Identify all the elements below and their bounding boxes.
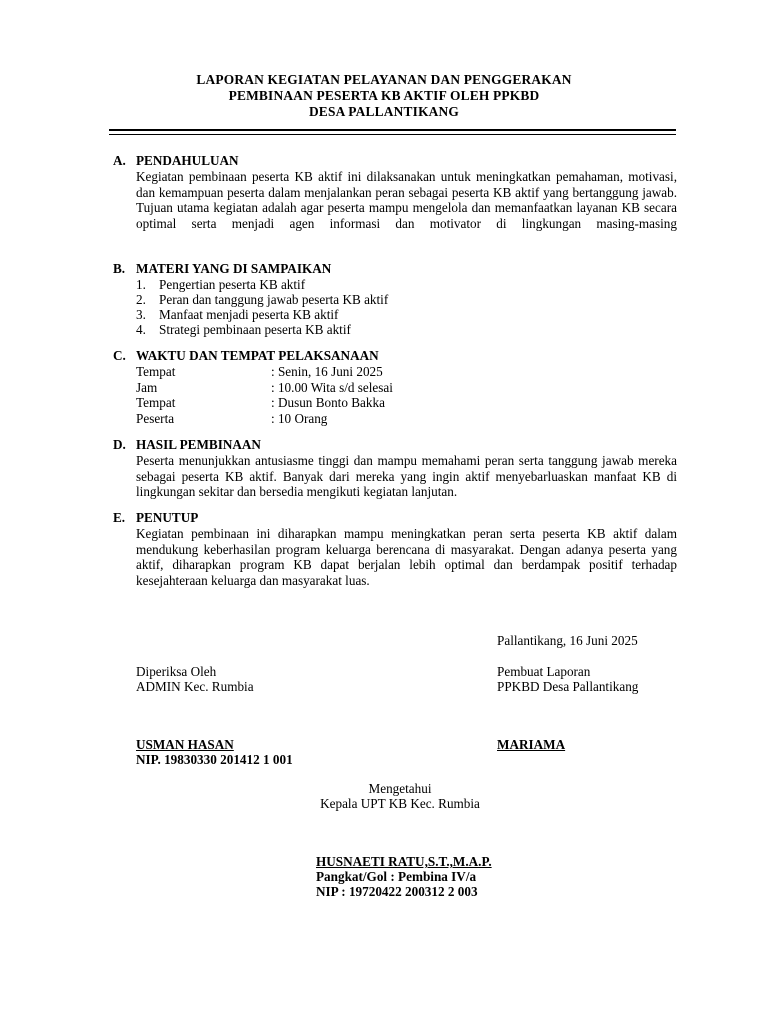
list-item: 3. Manfaat menjadi peserta KB aktif (136, 307, 339, 322)
info-row: Peserta : 10 Orang (136, 411, 328, 427)
left-signer-nip: NIP. 19830330 201412 1 001 (136, 752, 293, 767)
section-a-letter: A. (113, 153, 126, 168)
list-item: 1. Pengertian peserta KB aktif (136, 277, 306, 292)
section-e-title: PENUTUP (136, 510, 199, 525)
center-signer-nip: NIP : 19720422 200312 2 003 (316, 884, 478, 899)
left-signer-role: Diperiksa Oleh (136, 664, 217, 679)
info-row: Tempat : Dusun Bonto Bakka (136, 395, 385, 411)
right-signer-role: Pembuat Laporan (497, 664, 591, 679)
center-signer-role: Mengetahui (368, 781, 432, 796)
center-signer-office: Kepala UPT KB Kec. Rumbia (320, 796, 480, 811)
report-title-line-1: LAPORAN KEGIATAN PELAYANAN DAN PENGGERAKAN (196, 72, 572, 87)
section-b-letter: B. (113, 261, 126, 276)
report-title-line-3: DESA PALLANTIKANG (308, 104, 460, 119)
info-row: Tempat : Senin, 16 Juni 2025 (136, 364, 383, 379)
place-date: Pallantikang, 16 Juni 2025 (497, 633, 638, 648)
header-rule-thin (109, 134, 676, 135)
center-signer-rank: Pangkat/Gol : Pembina IV/a (316, 869, 477, 884)
section-e-body: Kegiatan pembinaan ini diharapkan mampu meningkatkan peran serta peserta KB aktif dalam mendukung keberhasilan program keluarga berencana di masyarakat. Dengan adanya peserta yang aktif, diharapkan program KB dapat berjalan lebih optimal dan berdampak positif terhadap kesejahteraan keluarga dan masyarakat luas. (136, 526, 677, 588)
section-a-title: PENDAHULUAN (136, 153, 239, 168)
section-a-body: Kegiatan pembinaan peserta KB aktif ini dilaksanakan untuk meningkatkan pemahaman, motivasi, dan kemampuan peserta dalam menjalankan peran sebagai peserta KB aktif yang bertanggung jawab. Tujuan utama kegiatan adalah agar peserta mampu mengelola dan memanfaatkan layanan KB secara optimal serta menjadi agen informasi dan motivator di lingkungan masing-masing (136, 169, 677, 231)
section-e-letter: E. (113, 510, 126, 525)
left-signer-office: ADMIN Kec. Rumbia (136, 679, 254, 694)
section-c-letter: C. (113, 348, 126, 363)
header-rule-thick (109, 129, 676, 131)
section-b-title: MATERI YANG DI SAMPAIKAN (136, 261, 332, 276)
left-signer-name: USMAN HASAN (136, 737, 234, 752)
right-signer-name: MARIAMA (497, 737, 566, 752)
center-signer-name: HUSNAETI RATU,S.T.,M.A.P. (316, 854, 492, 869)
report-title-line-2: PEMBINAAN PESERTA KB AKTIF OLEH PPKBD (228, 88, 540, 103)
info-row: Jam : 10.00 Wita s/d selesai (136, 379, 393, 395)
waktu-tempat-table (136, 364, 393, 427)
section-d-body: Peserta menunjukkan antusiasme tinggi dan mampu memahami peran serta tanggung jawab mereka sebagai peserta KB aktif. Banyak dari mereka yang ingin aktif menyebarluaskan manfaat KB di lingkungan sekitar dan bersedia mengikuti kegiatan lanjutan. (136, 453, 677, 499)
materi-list (136, 277, 388, 337)
list-item: 2. Peran dan tanggung jawab peserta KB aktif (136, 292, 389, 307)
right-signer-office: PPKBD Desa Pallantikang (497, 679, 639, 694)
section-c-title: WAKTU DAN TEMPAT PELAKSANAAN (136, 348, 379, 363)
section-d-title: HASIL PEMBINAAN (136, 437, 261, 452)
list-item: 4. Strategi pembinaan peserta KB aktif (136, 322, 351, 337)
section-d-letter: D. (113, 437, 126, 452)
